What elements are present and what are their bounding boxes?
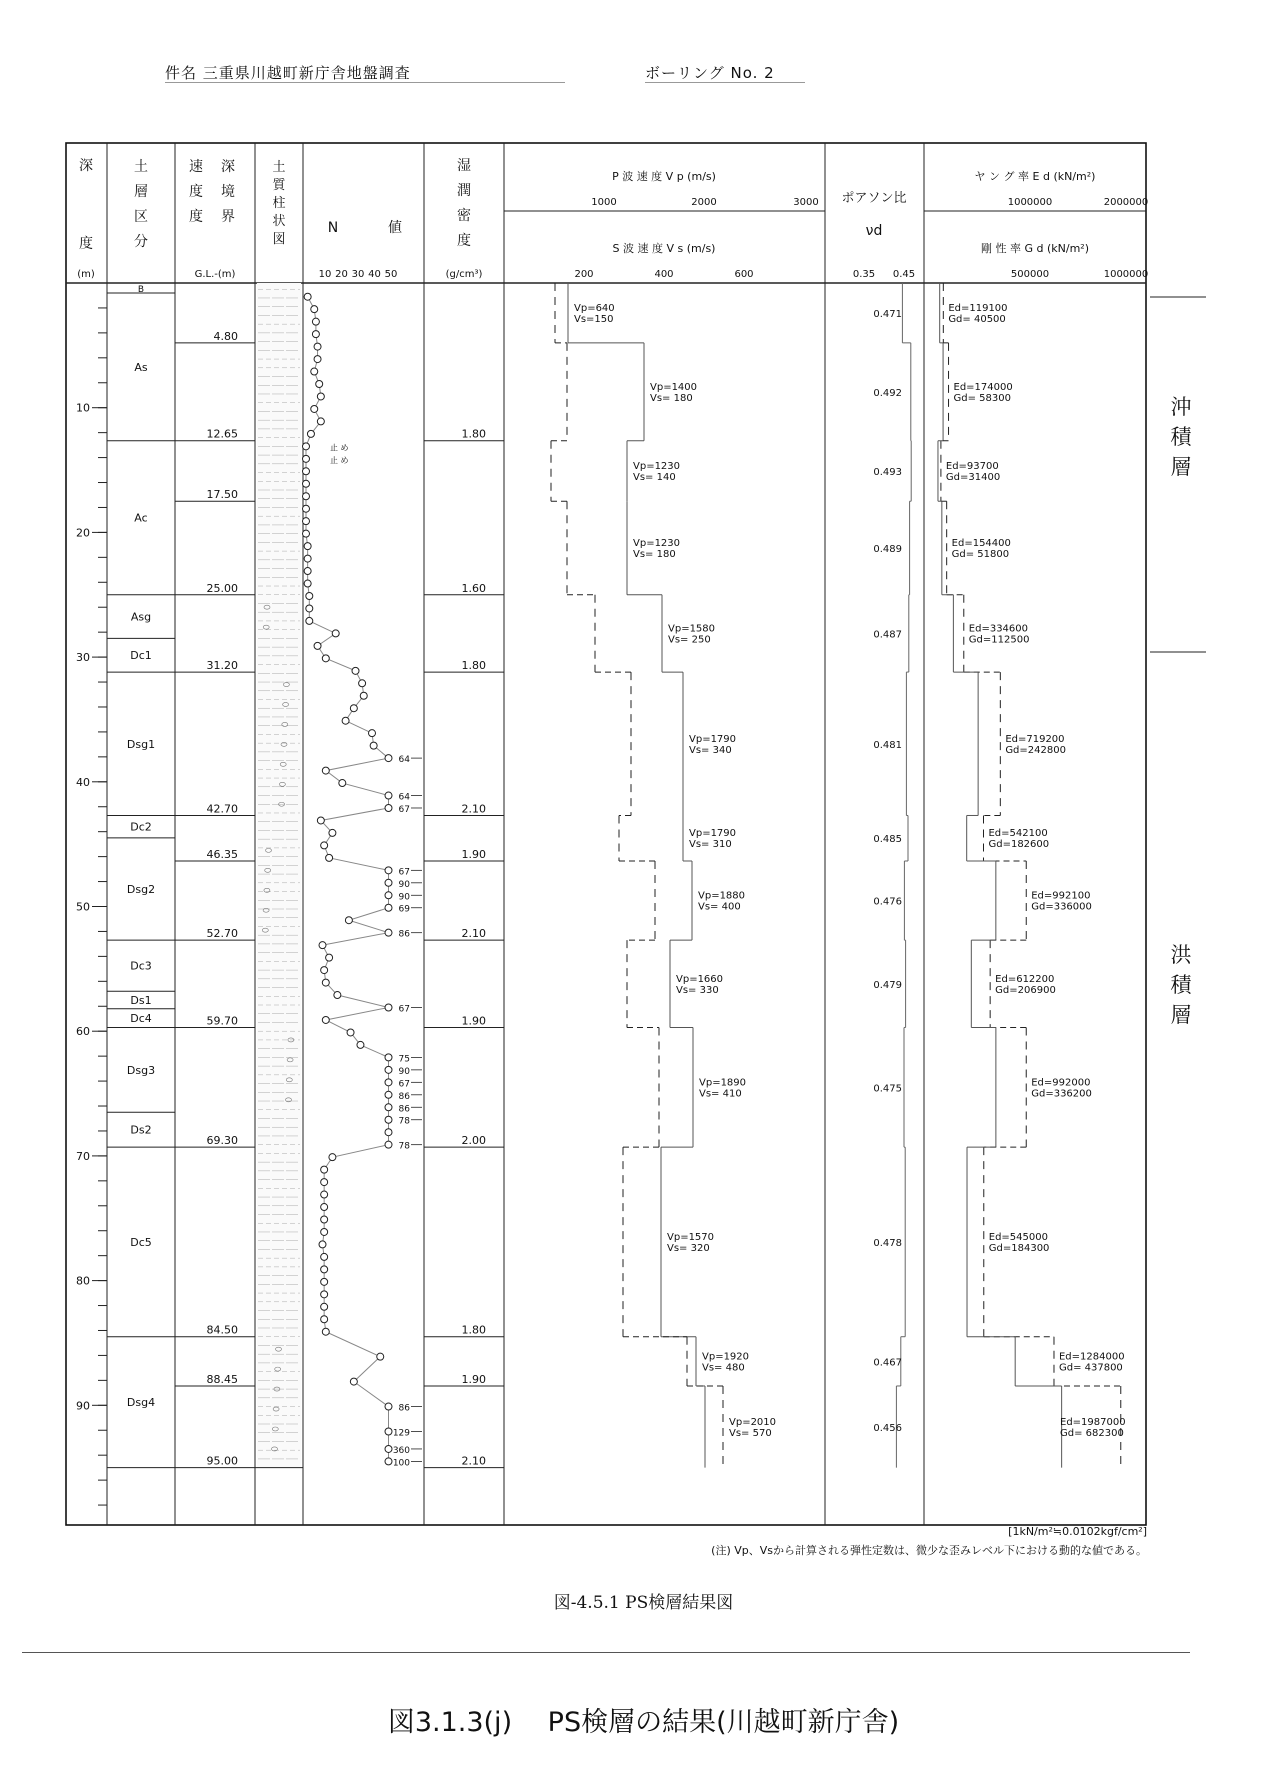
- n-value-point: [385, 929, 392, 936]
- vp-label: Vp=1580: [668, 623, 716, 635]
- depth-tick-label: 40: [76, 775, 90, 789]
- ed-tick: 1000000: [1007, 197, 1053, 208]
- n-value-point: [385, 1091, 392, 1098]
- poisson-value: 0.456: [873, 1422, 902, 1434]
- n-value-point: [360, 692, 367, 699]
- column-header: 質: [272, 178, 286, 193]
- unit-note: [1kN/m²≒0.0102kgf/cm²]: [1008, 1525, 1147, 1538]
- ed-tick: 2000000: [1103, 197, 1149, 208]
- n-value-point: [385, 1054, 392, 1061]
- n-value-point: [303, 455, 310, 462]
- density-value: 1.80: [461, 1323, 486, 1337]
- n-value-point: [350, 1378, 357, 1385]
- n-value-point: [303, 468, 310, 475]
- n-value-over-50: 90: [398, 892, 410, 903]
- n-value-point: [304, 293, 311, 300]
- ed-label: Ed=719200: [1005, 733, 1065, 745]
- poisson-value: 0.485: [873, 834, 902, 846]
- n-value-point: [385, 1403, 392, 1410]
- poisson-value: 0.476: [873, 896, 902, 908]
- n-value-point: [385, 1004, 392, 1011]
- n-value-point: [326, 854, 333, 861]
- n-value-point: [322, 655, 329, 662]
- poisson-value: 0.479: [873, 979, 902, 991]
- n-value-point: [303, 505, 310, 512]
- n-value-over-50: 78: [398, 1116, 410, 1127]
- stop-label: 止 め: [330, 443, 349, 453]
- vp-label: Vp=1660: [676, 973, 724, 985]
- n-value-point: [311, 405, 318, 412]
- layer-name: Asg: [130, 610, 152, 624]
- era-char: 層: [1170, 1003, 1192, 1027]
- n-value-over-50: 86: [398, 1104, 410, 1115]
- n-tick: 20: [335, 269, 348, 280]
- figure-caption: 図-4.5.1 PS検層結果図: [553, 1593, 734, 1613]
- layer-name: Ds1: [130, 994, 152, 1008]
- layer-name: Ac: [134, 511, 148, 525]
- n-value-point: [321, 1316, 328, 1323]
- n-value-point: [385, 1445, 392, 1452]
- density-value: 1.90: [461, 1372, 486, 1386]
- n-value-point: [370, 742, 377, 749]
- depth-tick-label: 80: [76, 1274, 90, 1288]
- n-value-point: [347, 1029, 354, 1036]
- n-value-over-50: 86: [398, 929, 410, 940]
- depth-tick-label: 30: [76, 651, 90, 665]
- n-value-point: [321, 842, 328, 849]
- depth-tick-label: 20: [76, 526, 90, 540]
- boundary-header: 界: [221, 209, 235, 225]
- n-value-point: [385, 1116, 392, 1123]
- poisson-value: 0.492: [873, 387, 902, 399]
- boundary-depth: 12.65: [206, 427, 238, 441]
- vs-label: Vs= 310: [689, 839, 732, 851]
- era-char: 洪: [1170, 943, 1192, 967]
- boundary-header: 境: [221, 184, 235, 200]
- vs-label: Vs= 480: [702, 1362, 745, 1374]
- n-value-point: [321, 1266, 328, 1273]
- vs-label: Vs= 410: [699, 1088, 742, 1100]
- era-char: 積: [1170, 973, 1192, 997]
- density-header: 度: [457, 233, 471, 249]
- n-value-point: [322, 1016, 329, 1023]
- n-value-point: [314, 343, 321, 350]
- density-value: 1.80: [461, 427, 486, 441]
- n-value-over-50: 86: [398, 1091, 410, 1102]
- density-value: 2.00: [461, 1134, 486, 1148]
- n-value-point: [321, 1179, 328, 1186]
- n-value-point: [314, 356, 321, 363]
- gd-tick: 1000000: [1103, 269, 1149, 280]
- density-header: 湿: [457, 158, 471, 174]
- n-value-point: [385, 1066, 392, 1073]
- layer-name: B: [137, 284, 145, 295]
- ed-label: Ed=154400: [951, 537, 1011, 549]
- poisson-tick: 0.45: [892, 269, 916, 280]
- gd-label: Gd=184300: [988, 1242, 1050, 1254]
- density-header: 密: [457, 208, 471, 224]
- n-value-point: [316, 381, 323, 388]
- layer-header: 層: [134, 184, 148, 200]
- vs-label: Vs= 570: [729, 1427, 772, 1439]
- layer-name: Ds2: [130, 1123, 152, 1137]
- n-value-over-50: 69: [398, 904, 410, 915]
- n-value-point: [304, 580, 311, 587]
- density-header: 潤: [457, 183, 471, 199]
- n-value-point: [306, 605, 313, 612]
- ed-label: Ed=334600: [968, 623, 1029, 635]
- n-value-over-50: 64: [398, 792, 410, 803]
- column-header: 状: [272, 214, 286, 229]
- n-value-point: [314, 642, 321, 649]
- vp-tick: 2000: [691, 197, 717, 208]
- layer-name: Dc1: [130, 649, 152, 663]
- n-value-point: [321, 1291, 328, 1298]
- elastic-note: (注) Vp、Vsから計算される弾性定数は、微少な歪みレベル下における動的な値である。: [711, 1544, 1147, 1557]
- layer-name: Dc3: [130, 959, 152, 973]
- n-value-over-50: 67: [398, 804, 410, 815]
- boundary-depth: 46.35: [206, 847, 238, 861]
- layer-name: As: [134, 360, 148, 374]
- gd-label: Gd= 58300: [953, 392, 1011, 404]
- vs-label: Vs= 180: [633, 548, 676, 560]
- boundary-depth: 31.20: [206, 659, 238, 673]
- n-value-point: [319, 942, 326, 949]
- boundary-depth: 88.45: [206, 1372, 238, 1386]
- depth-header: 深: [79, 158, 93, 174]
- vp-tick: 3000: [793, 197, 819, 208]
- era-char: 積: [1170, 425, 1192, 449]
- boundary-header: 速: [189, 159, 203, 175]
- n-value-point: [303, 480, 310, 487]
- n-value-point: [385, 879, 392, 886]
- depth-header: 度: [79, 236, 93, 252]
- gd-label: Gd=206900: [995, 984, 1056, 996]
- density-value: 2.10: [461, 1454, 486, 1468]
- depth-tick-label: 60: [76, 1025, 90, 1039]
- column-header: 土: [272, 160, 286, 175]
- n-value-point: [385, 1104, 392, 1111]
- n-value-point: [329, 1154, 336, 1161]
- layer-header: 区: [134, 209, 148, 225]
- ed-label: Ed=93700: [945, 460, 999, 472]
- layer-name: Dsg4: [126, 1396, 156, 1410]
- vs-tick: 400: [654, 269, 674, 280]
- density-value: 1.80: [461, 659, 486, 673]
- vp-label: Vp=1400: [650, 381, 698, 393]
- column-header: 図: [272, 232, 286, 247]
- n-value-point: [322, 979, 329, 986]
- n-value-point: [303, 493, 310, 500]
- n-value-point: [317, 418, 324, 425]
- n-value-point: [304, 555, 311, 562]
- n-value-point: [329, 829, 336, 836]
- n-value-over-50: 360: [392, 1445, 410, 1456]
- depth-tick-label: 70: [76, 1149, 90, 1163]
- vs-label: Vs= 340: [689, 744, 732, 756]
- boundary-header: 度: [189, 209, 203, 225]
- n-value-over-50: 64: [398, 755, 410, 766]
- poisson-value: 0.489: [873, 543, 902, 555]
- ed-label: Ed=174000: [953, 381, 1013, 393]
- layer-header: 分: [134, 234, 148, 250]
- n-value-point: [317, 817, 324, 824]
- vs-label: Vs= 400: [698, 901, 741, 913]
- n-value-point: [311, 368, 318, 375]
- vs-title: S 波 速 度 V s (m/s): [612, 242, 716, 255]
- n-value-point: [322, 767, 329, 774]
- n-value-point: [385, 1428, 392, 1435]
- ed-label: Ed=992000: [1031, 1077, 1091, 1089]
- vs-label: Vs= 250: [668, 634, 711, 646]
- diluvium-label: [1168, 940, 1194, 1030]
- n-value-point: [321, 1216, 328, 1223]
- n-value-point: [303, 518, 310, 525]
- gd-label: Gd= 40500: [948, 313, 1006, 325]
- n-value-point: [385, 867, 392, 874]
- stop-label: 止 め: [330, 455, 349, 465]
- n-value-over-50: 86: [398, 1403, 410, 1414]
- boring-label: ボーリング No. 2: [645, 64, 775, 82]
- n-value-point: [332, 630, 339, 637]
- layer-header: 土: [134, 159, 148, 175]
- n-value-point: [385, 804, 392, 811]
- layer-name: Dsg2: [126, 883, 156, 897]
- n-value-point: [385, 904, 392, 911]
- n-value-over-50: 90: [398, 1066, 410, 1077]
- vs-label: Vs= 330: [676, 984, 719, 996]
- boundary-depth: 25.00: [206, 581, 238, 595]
- boundary-unit: G.L.-(m): [194, 269, 236, 280]
- alluvium-label: [1168, 392, 1194, 482]
- vp-label: Vp=1920: [702, 1351, 750, 1363]
- poisson-value: 0.475: [873, 1083, 902, 1095]
- poisson-symbol: νd: [865, 223, 883, 239]
- n-tick: 30: [351, 269, 365, 280]
- n-value-point: [321, 967, 328, 974]
- ed-label: Ed=542100: [988, 828, 1048, 840]
- vs-label: Vs=150: [574, 313, 614, 325]
- n-value-point: [321, 1166, 328, 1173]
- boundary-depth: 4.80: [213, 329, 238, 343]
- n-value-point: [311, 306, 318, 313]
- n-value-point: [321, 1253, 328, 1260]
- gd-label: Gd=182600: [988, 839, 1050, 851]
- n-value-point: [312, 331, 319, 338]
- n-value-point: [321, 1303, 328, 1310]
- n-value-point: [304, 543, 311, 550]
- vs-tick: 600: [734, 269, 754, 280]
- n-value-point: [385, 1141, 392, 1148]
- soil-column: [257, 283, 301, 1468]
- project-label: 件名 三重県川越町新庁舎地盤調査: [165, 64, 411, 82]
- poisson-value: 0.487: [873, 629, 902, 641]
- n-value-point: [321, 1228, 328, 1235]
- layer-name: Dc5: [130, 1235, 152, 1249]
- gd-label: Gd=242800: [1005, 744, 1066, 756]
- depth-unit: (m): [77, 269, 95, 280]
- layer-name: Dc2: [130, 820, 152, 834]
- vp-label: Vp=1790: [689, 828, 737, 840]
- n-tick: 50: [384, 269, 398, 280]
- n-value-point: [377, 1353, 384, 1360]
- boundary-header: 深: [221, 159, 235, 175]
- n-value-point: [359, 680, 366, 687]
- separator-rule: [22, 1652, 1190, 1653]
- n-value-point: [312, 318, 319, 325]
- gd-label: Gd=31400: [945, 471, 1001, 483]
- figure-title: 図3.1.3(j) PS検層の結果(川越町新庁舎): [387, 1707, 900, 1738]
- gd-label: Gd=112500: [968, 634, 1030, 646]
- gd-label: Gd= 437800: [1058, 1362, 1123, 1374]
- vs-label: Vs= 320: [667, 1242, 710, 1254]
- n-value-point: [357, 1041, 364, 1048]
- gd-title: 剛 性 率 G d (kN/m²): [980, 242, 1090, 255]
- ed-label: Ed=1284000: [1058, 1351, 1125, 1363]
- vp-label: Vp=2010: [729, 1416, 777, 1428]
- boundary-depth: 52.70: [206, 927, 238, 941]
- vp-label: Vp=1230: [633, 537, 681, 549]
- n-value-over-50: 90: [398, 879, 410, 890]
- n-value-point: [385, 755, 392, 762]
- boundary-header: 度: [189, 184, 203, 200]
- density-value: 1.90: [461, 847, 486, 861]
- n-tick: 40: [368, 269, 381, 280]
- n-value-over-50: 129: [392, 1428, 410, 1439]
- n-value-point: [321, 1278, 328, 1285]
- boundary-depth: 59.70: [206, 1014, 238, 1028]
- n-header: 値: [388, 220, 402, 236]
- poisson-title: ポアソン比: [841, 191, 907, 206]
- n-value-over-50: 100: [392, 1458, 410, 1469]
- poisson-value: 0.467: [873, 1357, 902, 1369]
- density-value: 2.10: [461, 802, 486, 816]
- n-value-point: [385, 792, 392, 799]
- layer-name: Dsg1: [126, 737, 156, 751]
- n-value-point: [322, 1328, 329, 1335]
- n-header: N: [327, 220, 339, 236]
- boundary-depth: 69.30: [206, 1134, 238, 1148]
- ed-label: Ed=1987000: [1060, 1416, 1126, 1428]
- depth-tick-label: 50: [76, 900, 90, 914]
- depth-tick-label: 10: [76, 401, 90, 415]
- gd-tick: 500000: [1010, 269, 1050, 280]
- vp-title: P 波 速 度 V p (m/s): [612, 170, 716, 183]
- n-value-point: [304, 568, 311, 575]
- density-value: 2.10: [461, 927, 486, 941]
- vp-label: Vp=640: [574, 302, 615, 314]
- density-value: 1.60: [461, 581, 486, 595]
- n-value-point: [339, 780, 346, 787]
- n-value-point: [303, 530, 310, 537]
- gd-label: Gd=336000: [1031, 901, 1092, 913]
- layer-name: Dc4: [130, 1012, 152, 1026]
- n-value-over-50: 78: [398, 1141, 410, 1152]
- n-value-line: [306, 297, 389, 1462]
- ed-label: Ed=119100: [948, 302, 1008, 314]
- boundary-depth: 42.70: [206, 802, 238, 816]
- era-char: 沖: [1170, 395, 1192, 419]
- ed-label: Ed=992100: [1031, 890, 1091, 902]
- n-value-point: [334, 992, 341, 999]
- poisson-value: 0.478: [873, 1237, 902, 1249]
- n-value-point: [306, 592, 313, 599]
- n-value-point: [385, 1458, 392, 1465]
- n-value-over-50: 67: [398, 1079, 410, 1090]
- ed-label: Ed=545000: [988, 1231, 1048, 1243]
- n-value-point: [369, 730, 376, 737]
- gd-label: Gd= 51800: [951, 548, 1010, 560]
- ed-label: Ed=612200: [995, 973, 1055, 985]
- vs-tick: 200: [574, 269, 594, 280]
- vs-label: Vs= 140: [633, 471, 676, 483]
- vs-label: Vs= 180: [650, 392, 693, 404]
- poisson-value: 0.481: [873, 739, 902, 751]
- n-value-point: [326, 954, 333, 961]
- n-value-over-50: 67: [398, 867, 410, 878]
- n-value-point: [385, 892, 392, 899]
- density-unit: (g/cm³): [445, 269, 483, 280]
- n-value-point: [345, 917, 352, 924]
- n-value-point: [319, 1241, 326, 1248]
- column-header: 柱: [272, 196, 286, 211]
- n-value-over-50: 67: [398, 1004, 410, 1015]
- n-value-point: [303, 443, 310, 450]
- n-value-point: [306, 617, 313, 624]
- boundary-depth: 84.50: [206, 1323, 238, 1337]
- vp-label: Vp=1230: [633, 460, 681, 472]
- n-value-point: [317, 393, 324, 400]
- n-value-point: [350, 705, 357, 712]
- depth-tick-label: 90: [76, 1399, 90, 1413]
- layer-name: Dsg3: [126, 1063, 156, 1077]
- n-value-point: [307, 430, 314, 437]
- gd-label: Gd= 682300: [1060, 1427, 1124, 1439]
- n-value-point: [385, 1079, 392, 1086]
- n-value-point: [321, 1191, 328, 1198]
- n-value-over-50: 75: [398, 1054, 410, 1065]
- vp-tick: 1000: [591, 197, 617, 208]
- poisson-value: 0.471: [873, 308, 902, 320]
- ed-title: ヤ ン グ 率 E d (kN/m²): [974, 170, 1096, 183]
- n-value-point: [352, 667, 359, 674]
- boundary-depth: 17.50: [206, 488, 238, 502]
- poisson-tick: 0.35: [852, 269, 876, 280]
- n-value-point: [342, 717, 349, 724]
- gd-label: Gd=336200: [1031, 1088, 1092, 1100]
- boundary-depth: 95.00: [206, 1454, 238, 1468]
- vp-label: Vp=1570: [667, 1231, 715, 1243]
- vp-label: Vp=1790: [689, 733, 737, 745]
- n-tick: 10: [318, 269, 332, 280]
- poisson-value: 0.493: [873, 466, 902, 478]
- n-value-point: [321, 1204, 328, 1211]
- era-char: 層: [1170, 455, 1192, 479]
- vp-label: Vp=1880: [698, 890, 746, 902]
- n-value-point: [385, 1129, 392, 1136]
- density-value: 1.90: [461, 1014, 486, 1028]
- vp-label: Vp=1890: [699, 1077, 747, 1089]
